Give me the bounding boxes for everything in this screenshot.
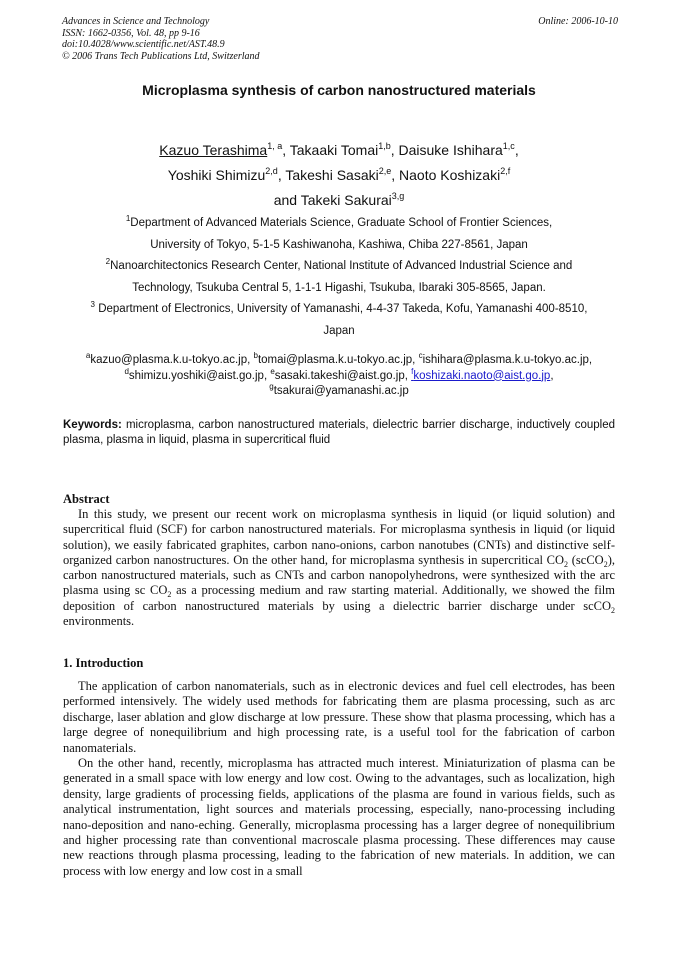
email-address: tomai@plasma.k.u-tokyo.ac.jp: [257, 354, 413, 366]
author-sup: 1,b: [378, 141, 391, 151]
email-list: [58, 353, 620, 400]
author-line-2: Yoshiki Shimizu$^{2,d}$, Takeshi Sasaki$^{2,e}$, Naoto Koshizaki$^{2,f}$: [167, 166, 511, 183]
abstract-body: [63, 507, 615, 629]
affiliation-1: [58, 213, 620, 235]
email-address: tsakurai@yamanashi.ac.jp: [273, 385, 409, 397]
subscript: 2: [611, 605, 615, 615]
email-label: a: [85, 351, 91, 360]
subscript: 2: [167, 590, 172, 600]
author-line-1: Kazuo Terashima$^{1, a}$, Takaaki Tomai$^{1,b}$, Daisuke Ishihara$^{1,c}$,: [159, 141, 519, 158]
email-address: shimizu.yoshiki@aist.go.jp: [128, 369, 264, 382]
abstract-text: as a processing medium and raw starting material. Additionally, we showed the film deposition of carbon nanostructured materials by using a dielectric barrier discharge under scCO: [63, 583, 615, 613]
author-name: Takaaki Tomai: [289, 142, 379, 158]
paper-title: Microplasma synthesis of carbon nanostructured materials: [142, 82, 536, 98]
email-label: d: [124, 366, 129, 376]
affiliation-2: [58, 256, 620, 278]
abstract-text: ), carbon nanostructured materials, such as CNTs and carbon nanopolyhedrons, were synthesized with the arc plasma using sc CO: [63, 552, 615, 598]
affiliation-text: Nanoarchitectonics Research Center, National Institute of Advanced Industrial Science and: [110, 260, 573, 272]
author-and: and: [273, 192, 298, 208]
doi-line: doi:10.4028/www.scientific.net/AST.48.9: [62, 39, 225, 50]
abstract-heading: Abstract: [63, 492, 110, 506]
email-address: koshizaki.naoto@aist.go.jp: [413, 369, 551, 382]
copyright-line: © 2006 Trans Tech Publications Ltd, Switzerland: [62, 50, 260, 62]
author-name: Takeshi Sasaki: [285, 167, 379, 183]
author-sup: 2,e: [378, 166, 392, 176]
online-date: Online: 2006-10-10: [538, 16, 618, 27]
abstract-text: (scCO: [568, 552, 604, 567]
affiliation-2-cont: Technology, Tsukuba Central 5, 1-1-1 Higashi, Tsukuba, Ibaraki 305-8565, Japan.: [132, 281, 546, 294]
email-address: ishihara@plasma.k.u-tokyo.ac.jp: [422, 354, 589, 366]
abstract-text: environments.: [63, 614, 135, 629]
author-name: Kazuo Terashima: [159, 142, 268, 158]
affiliations: [58, 213, 620, 342]
issn-line: ISSN: 1662-0356, Vol. 48, pp 9-16: [62, 27, 200, 39]
subscript: 2: [564, 559, 569, 569]
email-line-1: $^a$kazuo@plasma.k.u-tokyo.ac.jp, $^b$tomai@plasma.k.u-tokyo.ac.jp, $^c$ishihara@plasma.k.u-tokyo.ac.jp,: [85, 351, 593, 366]
journal-header: [62, 16, 618, 62]
affiliation-3-cont: Japan: [323, 324, 355, 337]
email-address: kazuo@plasma.k.u-tokyo.ac.jp: [90, 354, 248, 366]
author-sup: 1,c: [502, 141, 515, 151]
abstract-text: In this study, we present our recent work on microplasma synthesis in liquid (or liquid solution) and supercritical fluid (SCF) for carbon nanostructured materials. For microplasma synthesis in liquid (or liquid solution), we easily fabricated graphites, carbon nano-onions, carbon nanotubes (CNTs) and distinctive self-organized carbon nanostructures. On the other hand, for microplasma synthesis in supercritical CO: [63, 507, 615, 567]
author-name: Takeki Sakurai: [300, 192, 392, 208]
keywords: [63, 418, 615, 448]
affiliation-3: [58, 299, 620, 321]
affiliation-number: 1: [125, 214, 131, 223]
author-line-3: [40, 188, 638, 213]
journal-name: Advances in Science and Technology: [62, 16, 210, 27]
author-name: Naoto Koshizaki: [399, 167, 501, 183]
email-line-3: [58, 384, 620, 400]
email-label: b: [253, 351, 258, 360]
affiliation-text: Department of Advanced Materials Science, Graduate School of Frontier Sciences,: [130, 217, 553, 229]
affiliation-number: 2: [105, 257, 111, 266]
affiliation-text: Department of Electronics, University of Yamanashi, 4-4-37 Takeda, Kofu, Yamanashi 400-8510,: [98, 303, 588, 315]
author-sup: 2,d: [265, 166, 278, 176]
keywords-text: microplasma, carbon nanostructured materials, dielectric barrier discharge, inductively coupled plasma, plasma in liquid, plasma in supercritical fluid: [63, 419, 615, 446]
email-address: sasaki.takeshi@aist.go.jp: [274, 369, 405, 382]
author-sup: 1, a: [267, 141, 283, 151]
email-link-koshizaki[interactable]: [411, 366, 551, 382]
email-label: e: [270, 366, 275, 376]
author-sup: 2,f: [500, 166, 511, 176]
author-name: Yoshiki Shimizu: [167, 167, 266, 183]
email-line-2: $^d$shimizu.yoshiki@aist.go.jp, $^e$sasaki.takeshi@aist.go.jp, $^f$koshizaki.naoto@aist.go.jp,: [124, 366, 554, 382]
email-label: c: [418, 351, 423, 360]
intro-paragraph-1: The application of carbon nanomaterials, such as in electronic devices and fuel cell electrodes, has been performed intensively. The widely used methods for fabricating them are plasma processing, such as arc discharge, laser ablation and glow discharge at low pressure. These show that plasma processing, which has a large degree of nonequilibrium and high processing rate, is a useful tool for the fabrication of carbon nanomaterials.: [63, 679, 615, 755]
keywords-label: Keywords:: [63, 419, 122, 431]
author-name: Daisuke Ishihara: [398, 142, 503, 158]
introduction-heading: 1. Introduction: [63, 656, 144, 670]
author-list: [40, 138, 638, 213]
author-sup: 3,g: [391, 191, 405, 201]
affiliation-1-cont: University of Tokyo, 5-1-5 Kashiwanoha, Kashiwa, Chiba 227-8561, Japan: [150, 238, 528, 251]
email-label: f: [411, 366, 414, 376]
affiliation-number: 3: [90, 300, 95, 309]
email-label: g: [269, 382, 274, 391]
subscript: 2: [603, 559, 608, 569]
intro-paragraph-2: On the other hand, recently, microplasma has attracted much interest. Miniaturization of plasma can be generated in a small space with low energy and low cost. Owing to the advantages, such as localization, high density, large gradients of processing fields, applications of the plasma are found in various fields, such as analytical instrumentation, light sources and materials processing, especially, nano-processing including nano-deposition and nano-eching. Generally, microplasma processing has a larger degree of nonequilibrium and higher processing rate than conventional macroscale plasma processing. These differences may cause new reactions through plasma processing, leading to the fabrication of new materials. In addition, we can process with low energy and low cost in a small: [63, 756, 615, 878]
